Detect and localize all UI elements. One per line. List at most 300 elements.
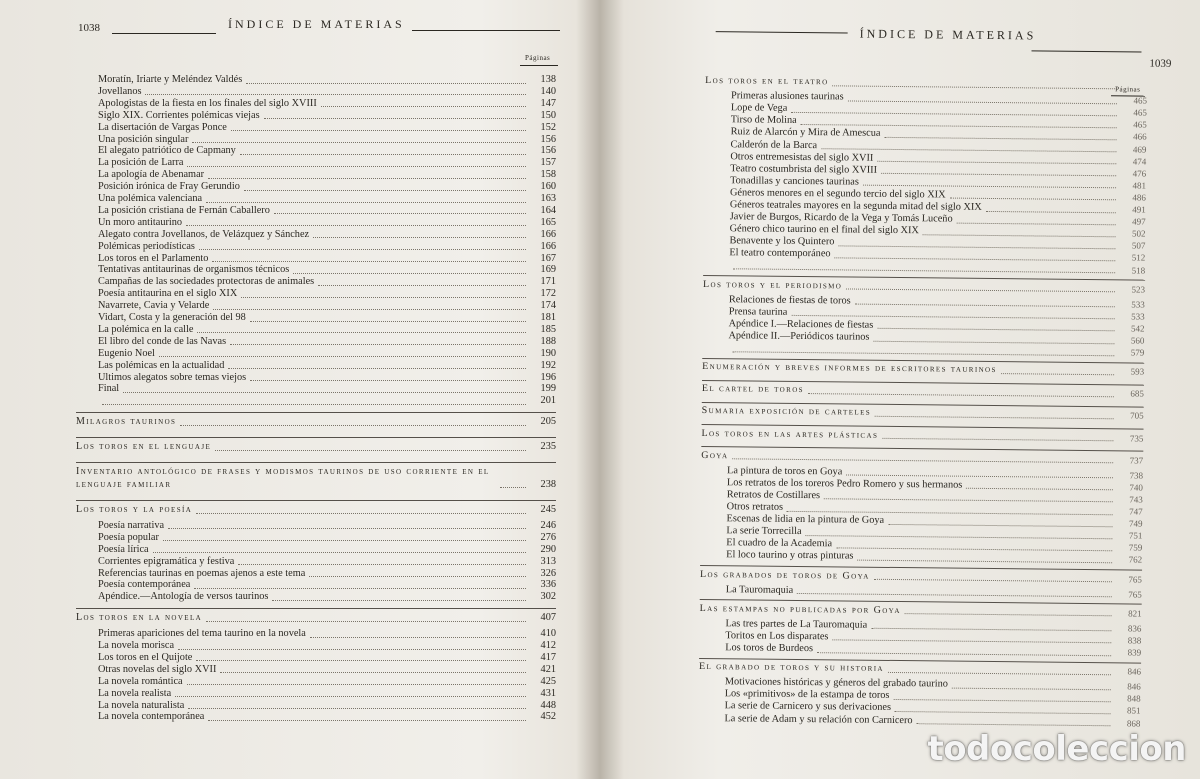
entry-title: Poesía contemporánea bbox=[98, 579, 191, 591]
index-entry bbox=[98, 664, 556, 677]
entry-page-number: 431 bbox=[540, 687, 556, 699]
index-entry bbox=[98, 288, 556, 301]
index-entry bbox=[98, 157, 556, 170]
dot-leader bbox=[966, 488, 1113, 491]
entry-title: Primeras alusiones taurinas bbox=[730, 90, 844, 103]
index-section-heading bbox=[705, 75, 1147, 92]
right-page-number: 1039 bbox=[1149, 57, 1172, 70]
entry-page-number: 448 bbox=[540, 699, 556, 711]
dot-leader bbox=[228, 368, 526, 369]
entry-title: Moratín, Iriarte y Meléndez Valdés bbox=[98, 74, 243, 85]
entry-page-number: 512 bbox=[1131, 252, 1146, 263]
entry-title: La novela morisca bbox=[98, 640, 175, 651]
dot-leader bbox=[180, 425, 526, 426]
entry-title: Tentativas antitaurinas de organismos técnicos bbox=[98, 264, 290, 276]
entry-page-number: 166 bbox=[540, 228, 556, 240]
index-entry bbox=[98, 74, 556, 87]
dot-leader bbox=[153, 552, 526, 553]
index-entry bbox=[98, 700, 556, 713]
dot-leader bbox=[882, 438, 1113, 441]
index-entry bbox=[98, 193, 556, 206]
entry-title: Los toros en el Quijote bbox=[98, 651, 193, 663]
index-entry bbox=[98, 372, 556, 385]
dot-leader bbox=[986, 210, 1116, 212]
entry-page-number: 192 bbox=[540, 359, 556, 371]
dot-leader bbox=[817, 652, 1111, 656]
entry-title: Apéndice I.—Relaciones de fiestas bbox=[728, 318, 874, 331]
section-separator bbox=[76, 412, 556, 413]
entry-title: La posición de Larra bbox=[98, 157, 184, 169]
dot-leader bbox=[884, 137, 1116, 140]
entry-page-number: 163 bbox=[540, 193, 556, 204]
entry-title: Motivaciones históricas y géneros del grabado taurino bbox=[724, 676, 948, 690]
entry-title: Los toros en el teatro bbox=[705, 74, 829, 88]
entry-page-number: 201 bbox=[540, 395, 556, 407]
dot-leader bbox=[212, 261, 526, 262]
index-entry bbox=[98, 336, 556, 349]
dot-leader bbox=[272, 600, 526, 601]
dot-leader bbox=[881, 173, 1116, 176]
dot-leader bbox=[197, 332, 526, 333]
dot-leader bbox=[178, 649, 526, 650]
entry-title: Géneros teatrales mayores en la segunda mitad del siglo XIX bbox=[729, 199, 982, 213]
entry-title: El libro del conde de las Navas bbox=[98, 335, 227, 347]
index-entry bbox=[98, 122, 556, 135]
entry-page-number: 848 bbox=[1127, 693, 1141, 704]
index-entry bbox=[98, 145, 556, 158]
entry-page-number: 407 bbox=[540, 612, 556, 624]
entry-page-number: 158 bbox=[540, 169, 556, 181]
entry-title: Los retratos de los toreros Pedro Romero y sus hermanos bbox=[726, 477, 963, 491]
index-entry bbox=[98, 711, 556, 724]
entry-title: Otros entremesistas del siglo XVII bbox=[730, 150, 874, 164]
entry-title: Ultimos alegatos sobre temas viejos bbox=[98, 371, 247, 383]
entry-title: Lope de Vega bbox=[730, 102, 788, 115]
entry-page-number: 417 bbox=[540, 651, 556, 663]
dot-leader bbox=[293, 273, 526, 274]
dot-leader bbox=[877, 328, 1114, 331]
dot-leader bbox=[313, 237, 526, 238]
entry-title: Alegato contra Jovellanos, de Velázquez y Sánchez bbox=[98, 228, 310, 240]
right-running-head bbox=[612, 16, 1200, 70]
entry-page-number: 465 bbox=[1133, 95, 1148, 106]
dot-leader bbox=[163, 540, 526, 541]
dot-leader bbox=[159, 356, 526, 357]
entry-page-number: 868 bbox=[1126, 717, 1141, 729]
dot-leader bbox=[874, 579, 1112, 582]
entry-title: Ruiz de Alarcón y Mira de Amescua bbox=[730, 126, 881, 140]
entry-page-number: 425 bbox=[540, 675, 556, 687]
index-entry bbox=[98, 628, 556, 641]
entry-page-number: 502 bbox=[1132, 228, 1146, 239]
entry-title: Otros retratos bbox=[726, 501, 784, 513]
entry-page-number: 838 bbox=[1127, 635, 1142, 646]
entry-title: Corrientes epigramática y festiva bbox=[98, 555, 235, 567]
entry-page-number: 302 bbox=[540, 591, 556, 603]
entry-title: La novela contemporánea bbox=[98, 711, 205, 723]
entry-title: Referencias taurinas en poemas ajenos a este tema bbox=[98, 567, 306, 579]
dot-leader bbox=[244, 190, 526, 191]
entry-title: Polémicas periodísticas bbox=[98, 240, 195, 252]
entry-title: La Tauromaquia bbox=[725, 583, 794, 596]
dot-leader bbox=[952, 687, 1111, 690]
entry-title: Jovellanos bbox=[98, 85, 142, 97]
entry-page-number: 199 bbox=[540, 383, 556, 395]
entry-page-number: 743 bbox=[1129, 494, 1143, 505]
dot-leader bbox=[187, 166, 526, 167]
entry-title: Los toros en las artes plásticas bbox=[701, 427, 879, 441]
entry-title: La pintura de toros en Goya bbox=[727, 464, 843, 478]
dot-leader bbox=[206, 621, 526, 622]
index-entry bbox=[98, 205, 556, 218]
entry-page-number: 156 bbox=[540, 133, 556, 145]
dot-leader bbox=[833, 85, 1118, 89]
index-entry bbox=[98, 217, 556, 230]
entry-title: Vidart, Costa y la generación del 98 bbox=[98, 312, 246, 323]
entry-page-number: 160 bbox=[540, 181, 556, 193]
entry-page-number: 851 bbox=[1127, 705, 1141, 716]
entry-page-number: 507 bbox=[1131, 240, 1146, 251]
index-entry bbox=[98, 312, 556, 325]
dot-leader bbox=[732, 458, 1113, 463]
entry-page-number: 836 bbox=[1127, 623, 1142, 634]
entry-page-number: 738 bbox=[1129, 470, 1144, 481]
entry-title: El cuadro de la Academia bbox=[726, 537, 833, 550]
entry-page-number: 518 bbox=[1131, 264, 1146, 276]
entry-title: La disertación de Vargas Ponce bbox=[98, 121, 227, 133]
index-entry bbox=[98, 676, 556, 689]
entry-title: Posición irónica de Fray Gerundio bbox=[98, 181, 240, 193]
entry-page-number: 172 bbox=[540, 288, 556, 300]
dot-leader bbox=[808, 393, 1114, 397]
entry-page-number: 421 bbox=[540, 663, 556, 675]
entry-title: Poesía antitaurina en el siglo XIX bbox=[98, 288, 238, 300]
entry-page-number: 166 bbox=[540, 240, 556, 252]
dot-leader bbox=[321, 106, 526, 107]
entry-title: Relaciones de fiestas de toros bbox=[728, 293, 851, 307]
dot-leader bbox=[250, 380, 526, 381]
index-entry bbox=[98, 181, 556, 194]
dot-leader bbox=[192, 142, 526, 143]
entry-title: El loco taurino y otras pinturas bbox=[726, 549, 854, 562]
entry-title: Géneros menores en el segundo tercio del siglo XIX bbox=[729, 187, 946, 201]
index-entry bbox=[98, 276, 556, 289]
index-entry bbox=[98, 348, 556, 361]
entry-title: Calderón de la Barca bbox=[730, 138, 818, 151]
head-rule bbox=[112, 33, 216, 34]
dot-leader bbox=[215, 450, 526, 451]
entry-title: Los toros y la poesía bbox=[76, 504, 193, 515]
entry-title: Javier de Burgos, Ricardo de la Vega y Tomás Luceño bbox=[729, 211, 953, 225]
entry-title: Enumeración y breves informes de escritores taurinos bbox=[702, 361, 997, 376]
entry-page-number: 740 bbox=[1129, 482, 1143, 493]
dot-leader bbox=[905, 613, 1112, 616]
index-section-heading bbox=[76, 504, 556, 517]
dot-leader bbox=[206, 202, 526, 203]
index-entry bbox=[98, 395, 556, 408]
entry-title: Una posición singular bbox=[98, 133, 189, 145]
entry-title: Toritos en Los disparates bbox=[725, 630, 829, 643]
entry-title: Retratos de Costillares bbox=[726, 489, 821, 502]
entry-title: Inventario antológico de frases y modismos taurinos de uso corriente en el lenguaje familiar bbox=[76, 466, 490, 490]
entry-page-number: 735 bbox=[1129, 432, 1144, 444]
entry-page-number: 164 bbox=[540, 204, 556, 216]
entry-page-number: 140 bbox=[540, 85, 556, 97]
index-section-heading bbox=[702, 383, 1144, 400]
entry-page-number: 523 bbox=[1131, 284, 1146, 295]
entry-page-number: 821 bbox=[1128, 608, 1142, 619]
entry-page-number: 167 bbox=[540, 252, 556, 264]
dot-leader bbox=[175, 696, 526, 697]
dot-leader bbox=[957, 222, 1116, 225]
index-section-heading bbox=[701, 450, 1143, 467]
index-entry bbox=[98, 253, 556, 266]
entry-page-number: 196 bbox=[540, 371, 556, 383]
entry-page-number: 474 bbox=[1132, 156, 1147, 167]
dot-leader bbox=[246, 83, 526, 84]
entry-title: La serie Torrecilla bbox=[726, 525, 802, 538]
index-section-heading bbox=[702, 361, 1144, 378]
entry-title: Las estampas no publicadas por Goya bbox=[699, 602, 901, 616]
entry-title: Prensa taurina bbox=[728, 306, 788, 318]
entry-page-number: 245 bbox=[540, 504, 556, 515]
dot-leader bbox=[797, 593, 1112, 597]
dot-leader bbox=[893, 699, 1110, 702]
index-section-heading bbox=[76, 612, 556, 625]
dot-leader bbox=[186, 225, 526, 226]
entry-title: Navarrete, Cavia y Velarde bbox=[98, 300, 210, 312]
left-running-head bbox=[0, 16, 590, 38]
entry-page-number: 412 bbox=[540, 640, 556, 651]
dot-leader bbox=[187, 684, 526, 685]
entry-page-number: 846 bbox=[1127, 681, 1141, 692]
entry-title: El cartel de toros bbox=[701, 383, 805, 396]
index-entry bbox=[98, 544, 556, 557]
index-entry bbox=[98, 591, 556, 604]
index-entry bbox=[98, 556, 556, 569]
entry-title: Las tres partes de La Tauromaquia bbox=[725, 618, 868, 631]
entry-title: Otras novelas del siglo XVII bbox=[98, 663, 217, 675]
dot-leader bbox=[102, 404, 526, 405]
dot-leader bbox=[318, 285, 526, 286]
index-entry bbox=[98, 568, 556, 581]
left-page bbox=[0, 0, 590, 779]
entry-title: Apologistas de la fiesta en los finales del siglo XVIII bbox=[98, 97, 317, 109]
entry-page-number: 542 bbox=[1131, 323, 1145, 334]
index-entry bbox=[98, 520, 556, 533]
head-rule bbox=[1031, 50, 1141, 52]
entry-title: La posición cristiana de Fernán Caballero bbox=[98, 204, 270, 216]
entry-page-number: 138 bbox=[540, 74, 556, 85]
section-separator bbox=[76, 462, 556, 463]
entry-page-number: 336 bbox=[540, 579, 556, 591]
entry-page-number: 481 bbox=[1132, 180, 1147, 191]
entry-page-number: 705 bbox=[1130, 410, 1144, 421]
section-separator bbox=[76, 608, 556, 609]
entry-page-number: 533 bbox=[1131, 311, 1145, 322]
entry-title: Los toros en la novela bbox=[76, 612, 203, 624]
entry-title: Poesía lírica bbox=[98, 543, 149, 555]
dot-leader bbox=[123, 392, 526, 393]
entry-page-number: 762 bbox=[1128, 554, 1143, 565]
index-section-heading bbox=[76, 441, 556, 454]
entry-title: Los «primitivos» de la estampa de toros bbox=[724, 688, 890, 702]
entry-title: Apéndice II.—Periódicos taurinos bbox=[728, 330, 870, 343]
dot-leader bbox=[846, 289, 1115, 293]
dot-leader bbox=[196, 660, 526, 661]
dot-leader bbox=[274, 213, 526, 214]
entry-title: Tonadillas y canciones taurinas bbox=[730, 175, 859, 188]
index-entry bbox=[98, 532, 556, 545]
index-entry bbox=[98, 98, 556, 111]
entry-page-number: 846 bbox=[1127, 666, 1142, 677]
entry-title: La novela romántica bbox=[98, 675, 183, 687]
entry-title: Un moro antitaurino bbox=[98, 216, 183, 228]
entry-page-number: 410 bbox=[540, 628, 556, 640]
dot-leader bbox=[877, 161, 1116, 165]
entry-title: La novela realista bbox=[98, 687, 172, 699]
entry-page-number: 290 bbox=[540, 543, 556, 555]
entry-title: Los grabados de toros de Goya bbox=[699, 568, 870, 582]
index-section-heading bbox=[76, 416, 556, 429]
entry-title: Eugenio Noel bbox=[98, 347, 155, 359]
index-entry bbox=[98, 169, 556, 182]
entry-title: Los toros y el periodismo bbox=[702, 278, 843, 292]
entry-page-number: 452 bbox=[540, 711, 556, 723]
entry-page-number: 246 bbox=[540, 519, 556, 531]
entry-page-number: 465 bbox=[1133, 107, 1147, 118]
entry-title: El grabado de toros y su historia bbox=[698, 661, 884, 674]
index-entry bbox=[98, 241, 556, 254]
entry-title: Goya bbox=[701, 449, 729, 461]
entry-page-number: 147 bbox=[540, 97, 556, 109]
dot-leader bbox=[241, 297, 526, 298]
dot-leader bbox=[188, 708, 526, 709]
entry-title: Siglo XIX. Corrientes polémicas viejas bbox=[98, 109, 260, 121]
entry-page-number: 765 bbox=[1128, 573, 1143, 585]
index-section-heading bbox=[702, 405, 1144, 422]
entry-page-number: 165 bbox=[540, 216, 556, 228]
right-running-title: ÍNDICE DE MATERIAS bbox=[859, 26, 1037, 43]
entry-page-number: 469 bbox=[1132, 143, 1147, 155]
dot-leader bbox=[194, 588, 526, 589]
dot-leader bbox=[923, 234, 1116, 237]
dot-leader bbox=[231, 130, 526, 131]
entry-page-number: 751 bbox=[1128, 530, 1143, 541]
entry-page-number: 169 bbox=[540, 264, 556, 276]
dot-leader bbox=[888, 672, 1111, 675]
entry-title: El alegato patriótico de Capmany bbox=[98, 145, 236, 157]
index-section-heading bbox=[701, 427, 1143, 444]
entry-page-number: 205 bbox=[540, 416, 556, 428]
entry-page-number: 190 bbox=[540, 347, 556, 359]
entry-page-number: 476 bbox=[1132, 168, 1147, 179]
dot-leader bbox=[1001, 373, 1114, 375]
entry-title: Género chico taurino en el final del siglo XIX bbox=[729, 223, 919, 237]
left-page-number: 1038 bbox=[78, 22, 100, 34]
dot-leader bbox=[230, 344, 526, 345]
dot-leader bbox=[875, 416, 1114, 419]
entry-page-number: 150 bbox=[540, 109, 556, 121]
dot-leader bbox=[264, 118, 526, 119]
entry-page-number: 491 bbox=[1132, 204, 1146, 215]
entry-title: Poesía narrativa bbox=[98, 519, 165, 531]
dot-leader bbox=[732, 351, 1114, 356]
entry-title: Teatro costumbrista del siglo XVIII bbox=[730, 162, 878, 176]
index-entry bbox=[98, 640, 556, 653]
entry-title: Las polémicas en la actualidad bbox=[98, 359, 225, 371]
column-label: Páginas bbox=[1115, 85, 1141, 94]
column-label: Páginas bbox=[525, 54, 551, 62]
dot-leader bbox=[888, 524, 1112, 527]
entry-page-number: 156 bbox=[540, 145, 556, 157]
index-section-heading bbox=[703, 279, 1145, 296]
dot-leader bbox=[950, 198, 1116, 201]
index-entry bbox=[98, 110, 556, 123]
entry-page-number: 185 bbox=[540, 323, 556, 335]
entry-page-number: 171 bbox=[540, 276, 556, 288]
entry-title: Los toros en el Parlamento bbox=[98, 252, 209, 264]
dot-leader bbox=[196, 513, 526, 514]
index-entry bbox=[98, 360, 556, 373]
index-entry bbox=[98, 324, 556, 337]
index-section-heading bbox=[700, 568, 1142, 585]
section-separator bbox=[76, 500, 556, 501]
dot-leader bbox=[145, 94, 526, 95]
entry-page-number: 765 bbox=[1128, 589, 1142, 600]
entry-page-number: 486 bbox=[1132, 192, 1147, 203]
entry-page-number: 839 bbox=[1127, 647, 1142, 658]
entry-title: El teatro contemporáneo bbox=[729, 247, 831, 260]
watermark-logo: todocoleccion bbox=[927, 729, 1186, 769]
dot-leader bbox=[213, 309, 526, 310]
index-entry bbox=[98, 86, 556, 99]
dot-leader bbox=[238, 564, 526, 565]
entry-title: Los toros en el lenguaje bbox=[76, 441, 212, 453]
entry-page-number: 497 bbox=[1132, 216, 1146, 227]
index-entry bbox=[726, 584, 1142, 601]
entry-page-number: 326 bbox=[540, 567, 556, 579]
entry-title: Apéndice.—Antología de versos taurinos bbox=[98, 591, 269, 603]
dot-leader bbox=[168, 528, 526, 529]
dot-leader bbox=[733, 268, 1115, 273]
dot-leader bbox=[220, 672, 526, 673]
index-entry bbox=[98, 383, 556, 396]
entry-page-number: 313 bbox=[540, 555, 556, 567]
entry-page-number: 759 bbox=[1128, 542, 1143, 553]
index-entry bbox=[98, 688, 556, 701]
entry-page-number: 737 bbox=[1129, 455, 1144, 466]
index-section-heading bbox=[700, 603, 1142, 620]
entry-page-number: 466 bbox=[1133, 131, 1147, 142]
entry-page-number: 276 bbox=[540, 531, 556, 543]
dot-leader bbox=[208, 178, 526, 179]
entry-page-number: 181 bbox=[540, 312, 556, 323]
index-section-heading bbox=[76, 466, 556, 491]
entry-title: La apología de Abenamar bbox=[98, 169, 205, 181]
index-entry bbox=[98, 652, 556, 665]
index-entry bbox=[98, 300, 556, 313]
entry-page-number: 238 bbox=[540, 478, 556, 490]
entry-title: Benavente y los Quintero bbox=[729, 235, 835, 248]
right-page bbox=[604, 0, 1200, 779]
entry-page-number: 533 bbox=[1131, 299, 1145, 310]
dot-leader bbox=[208, 720, 526, 721]
entry-page-number: 152 bbox=[540, 121, 556, 133]
entry-title: Milagros taurinos bbox=[76, 416, 177, 428]
entry-page-number: 188 bbox=[540, 335, 556, 347]
entry-title: Final bbox=[98, 383, 120, 395]
